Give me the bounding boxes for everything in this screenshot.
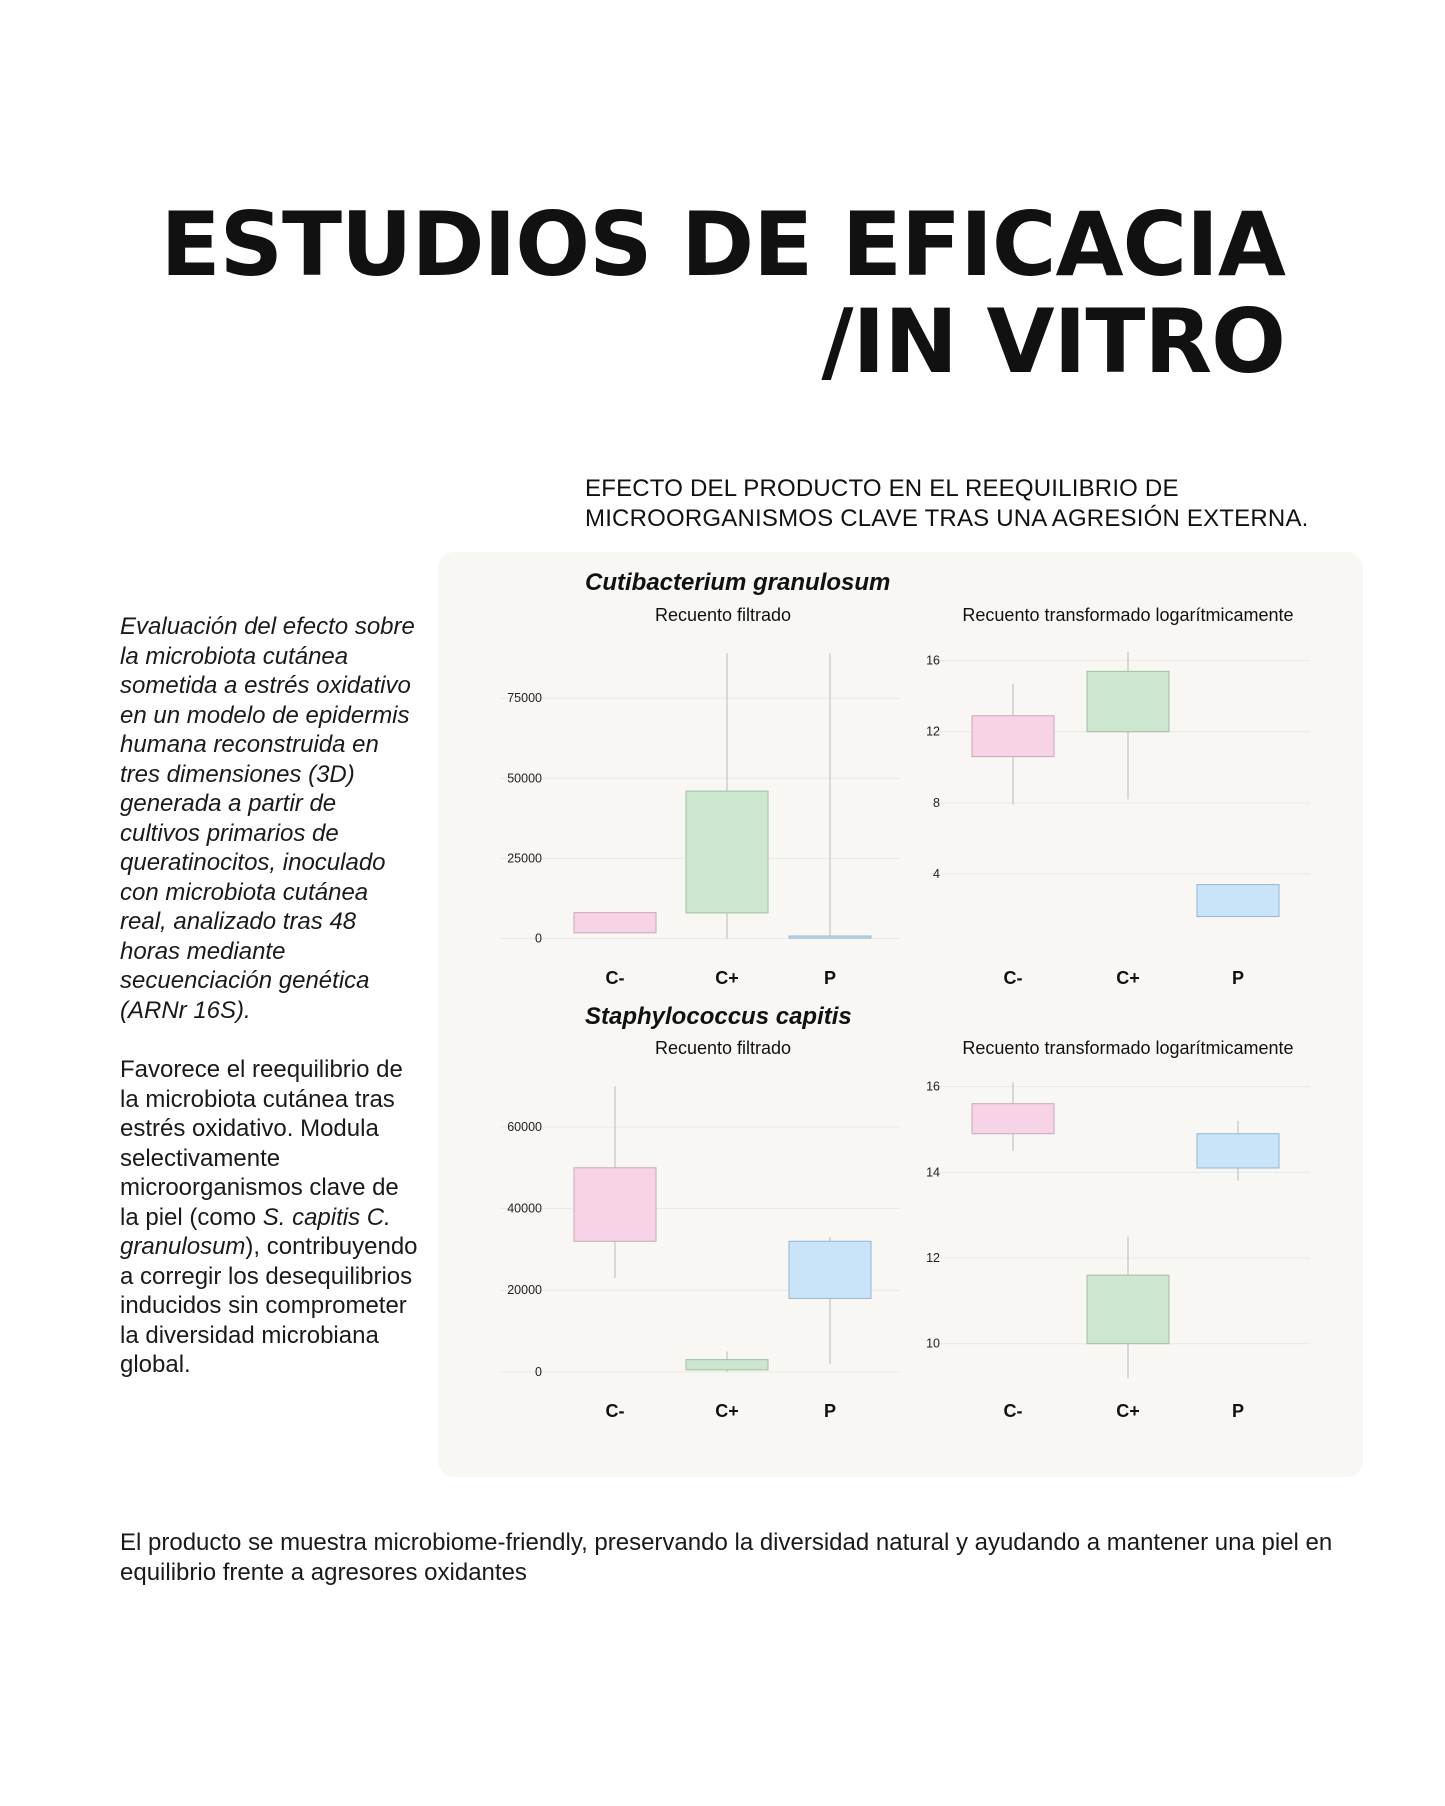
x-category-label: C+ [1116, 968, 1140, 988]
x-category-label: C- [1003, 968, 1023, 988]
y-tick-label: 0 [535, 1364, 542, 1379]
section-subtitle-line-1: EFECTO DEL PRODUCTO EN EL REEQUILIBRIO DE [585, 475, 1179, 502]
box-C+ [1087, 671, 1169, 731]
y-tick-label: 16 [926, 1079, 940, 1094]
page-title-line-2: /IN VITRO [821, 290, 1285, 393]
box-C- [574, 913, 656, 933]
chart-title: Recuento transformado logarítmicamente [962, 1038, 1294, 1058]
benefit-text-start: Favorece el reequilibrio de la microbiota cutánea tras estrés oxidativo. Modula selectivamente microorganismos clave de la piel (como [120, 1056, 403, 1231]
chart-species-title: Staphylococcus capitis [585, 1003, 852, 1030]
chart-species-title: Cutibacterium granulosum [585, 569, 891, 596]
y-tick-label: 12 [926, 1251, 940, 1265]
benefit-text-end: ), contribuyendo a corregir los desequilibrios inducidos sin comprometer la diversidad microbiana global. [120, 1233, 418, 1378]
study-description: Evaluación del efecto sobre la microbiota cutánea sometida a estrés oxidativo en un modelo de epidermis humana reconstruida en tres dimensiones (3D) generada a partir de cultivos primarios de queratinocitos, inoculado con microbiota cutánea real, analizado tras 48 horas mediante secuenciación genética (ARNr 16S). [120, 613, 415, 1024]
y-tick-label: 60000 [507, 1119, 542, 1134]
x-category-label: C- [605, 968, 625, 988]
y-tick-label: 50000 [507, 771, 542, 786]
y-tick-label: 16 [926, 653, 940, 668]
y-tick-label: 20000 [507, 1283, 542, 1298]
x-category-label: P [1231, 968, 1245, 988]
footer-statement: El producto se muestra microbiome-friendly, preservando la diversidad natural y ayudando a mantener una piel en equilibrio frente a agresores oxidantes [120, 1529, 1333, 1586]
box-P [789, 936, 871, 938]
x-category-label: P [1231, 1401, 1245, 1421]
box-C- [972, 1104, 1054, 1134]
box-C+ [686, 791, 768, 913]
y-tick-label: 40000 [507, 1201, 542, 1216]
x-category-label: C- [1003, 1401, 1023, 1421]
x-category-label: C+ [715, 1401, 739, 1421]
x-category-label: C- [605, 1401, 625, 1421]
y-tick-label: 10 [926, 1336, 940, 1351]
section-subtitle-line-2: MICROORGANISMOS CLAVE TRAS UNA AGRESIÓN EXTERNA. [585, 505, 1309, 532]
page-title-line-1: ESTUDIOS DE EFICACIA [160, 193, 1285, 296]
x-category-label: C+ [715, 968, 739, 988]
chart-title: Recuento filtrado [654, 605, 792, 625]
y-tick-label: 75000 [507, 691, 542, 706]
box-C- [574, 1168, 656, 1241]
box-P [1197, 1134, 1279, 1168]
y-tick-label: 14 [926, 1165, 940, 1180]
box-C+ [1087, 1275, 1169, 1344]
x-category-label: P [823, 968, 837, 988]
chart-title: Recuento transformado logarítmicamente [962, 605, 1294, 625]
box-P [789, 1241, 871, 1298]
box-C- [972, 716, 1054, 757]
y-tick-label: 25000 [507, 851, 542, 866]
box-C+ [686, 1360, 768, 1370]
y-tick-label: 4 [933, 866, 940, 881]
y-tick-label: 8 [933, 795, 940, 810]
x-category-label: P [823, 1401, 837, 1421]
y-tick-label: 12 [926, 724, 940, 739]
benefit-text-species: S. capitis C. granulosum [120, 1203, 391, 1260]
chart-title: Recuento filtrado [654, 1038, 792, 1058]
x-category-label: C+ [1116, 1401, 1140, 1421]
y-tick-label: 0 [535, 931, 542, 946]
box-P [1197, 885, 1279, 917]
